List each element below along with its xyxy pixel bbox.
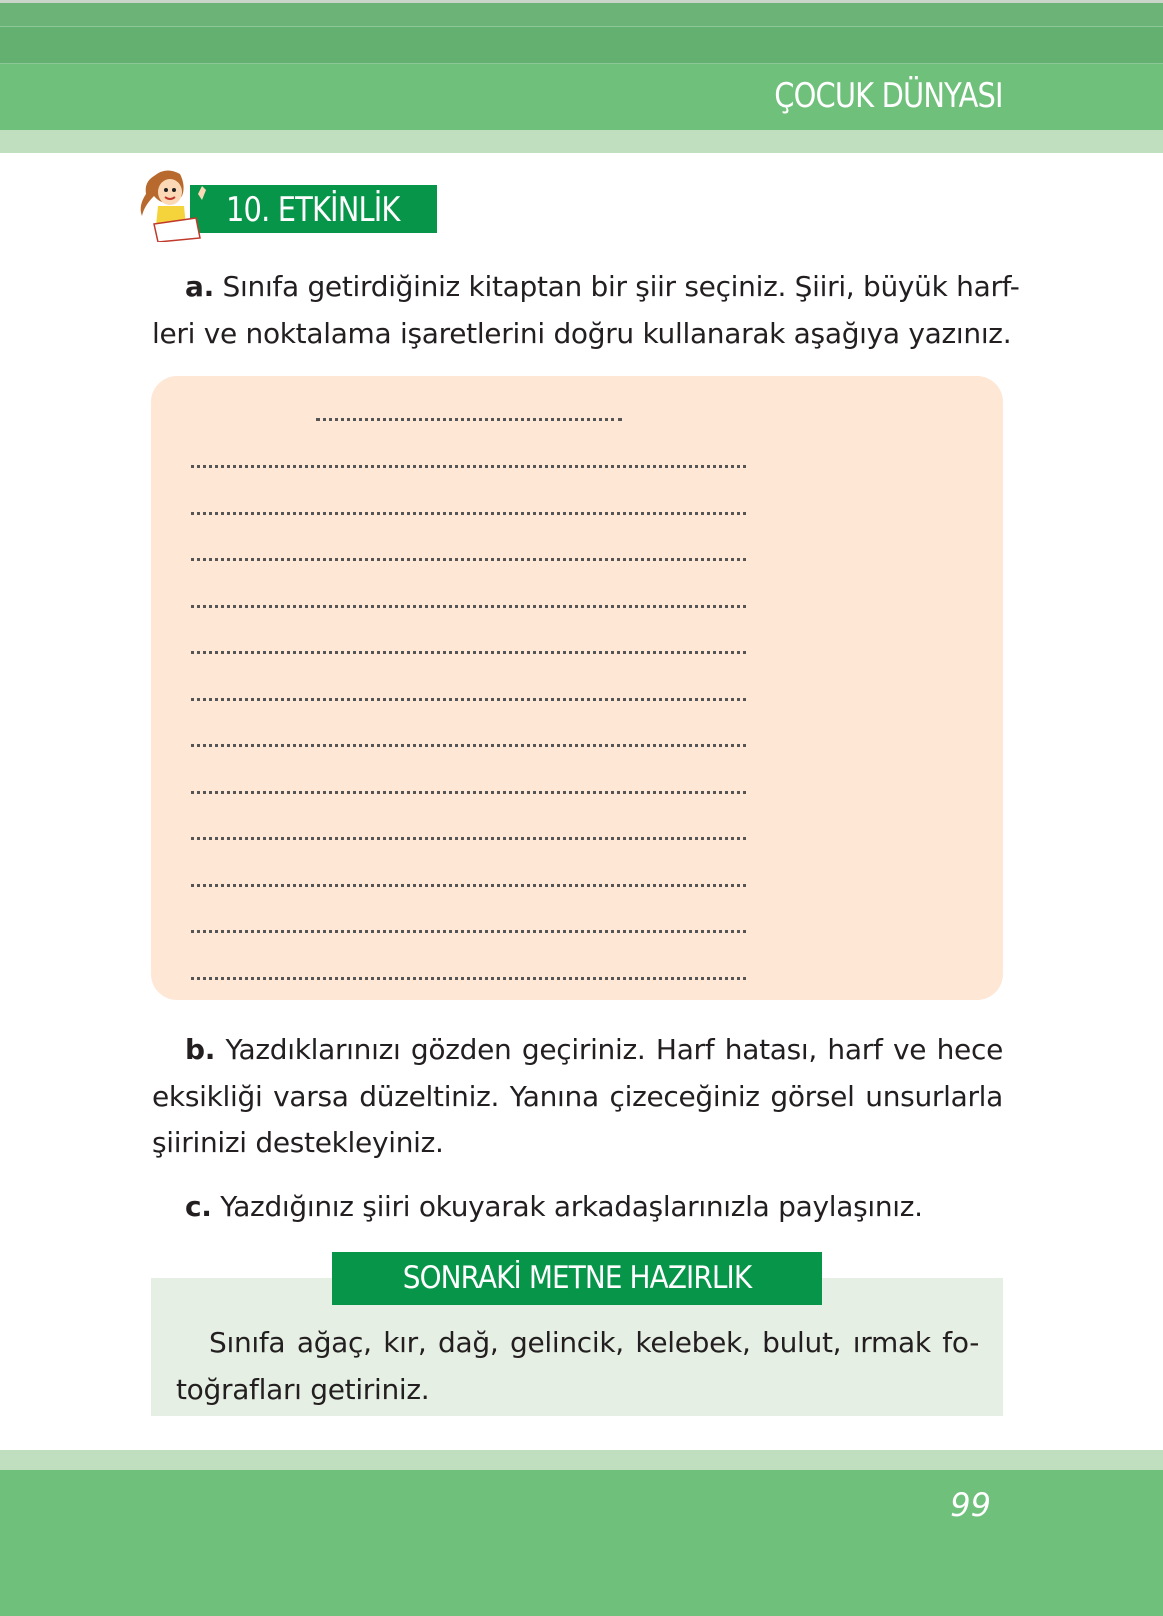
- poem-writing-line[interactable]: [191, 791, 746, 794]
- instruction-line: c. Yazdığınız şiiri okuyarak arkadaşlarınızla paylaşınız.: [185, 1190, 923, 1223]
- instruction-line: leri ve noktalama işaretlerini doğru kullanarak aşağıya yazınız.: [152, 316, 1012, 350]
- next-text-header: SONRAKİ METNE HAZIRLIK: [332, 1252, 822, 1305]
- poem-writing-line[interactable]: [191, 744, 746, 747]
- instruction-c: [152, 1184, 1003, 1231]
- header-band: [0, 3, 1163, 27]
- poem-writing-line[interactable]: [191, 512, 746, 515]
- poem-writing-line[interactable]: [191, 977, 746, 980]
- poem-title-line[interactable]: [316, 418, 622, 421]
- instruction-line: b. Yazdıklarınızı gözden geçiriniz. Harf hatası, harf ve hece: [185, 1033, 1003, 1066]
- next-text-line: toğrafları getiriniz.: [176, 1372, 430, 1406]
- instruction-line: a. Sınıfa getirdiğiniz kitaptan bir şiir seçiniz. Şiiri, büyük harf-: [185, 270, 1020, 303]
- poem-writing-line[interactable]: [191, 465, 746, 468]
- poem-writing-line[interactable]: [191, 884, 746, 887]
- item-label: b.: [185, 1033, 216, 1066]
- item-label: c.: [185, 1190, 212, 1223]
- page-number: 99: [950, 1486, 991, 1524]
- instruction-b: [152, 1027, 1003, 1167]
- poem-writing-line[interactable]: [191, 930, 746, 933]
- girl-writing-icon: [136, 166, 216, 242]
- next-text-body: [176, 1320, 979, 1413]
- activity-badge: [190, 185, 437, 233]
- poem-writing-line[interactable]: [191, 698, 746, 701]
- activity-title: 10. ETKİNLİK: [226, 190, 400, 230]
- next-text-line: Sınıfa ağaç, kır, dağ, gelincik, kelebek, bulut, ırmak fo-: [209, 1326, 979, 1359]
- poem-writing-line[interactable]: [191, 837, 746, 840]
- unit-title: ÇOCUK DÜNYASI: [774, 76, 1003, 116]
- instruction-line: eksikliği varsa düzeltiniz. Yanına çizeceğiniz görsel unsurlarla: [152, 1079, 1003, 1113]
- poem-writing-line[interactable]: [191, 605, 746, 608]
- writing-area[interactable]: [151, 376, 1003, 1000]
- header-band: [0, 27, 1163, 64]
- poem-writing-line[interactable]: [191, 651, 746, 654]
- poem-writing-line[interactable]: [191, 558, 746, 561]
- instruction-a: [152, 264, 1020, 357]
- instruction-line: şiirinizi destekleyiniz.: [152, 1126, 444, 1159]
- header-band-light: [0, 130, 1163, 153]
- footer-band-light: [0, 1450, 1163, 1470]
- item-label: a.: [185, 270, 214, 303]
